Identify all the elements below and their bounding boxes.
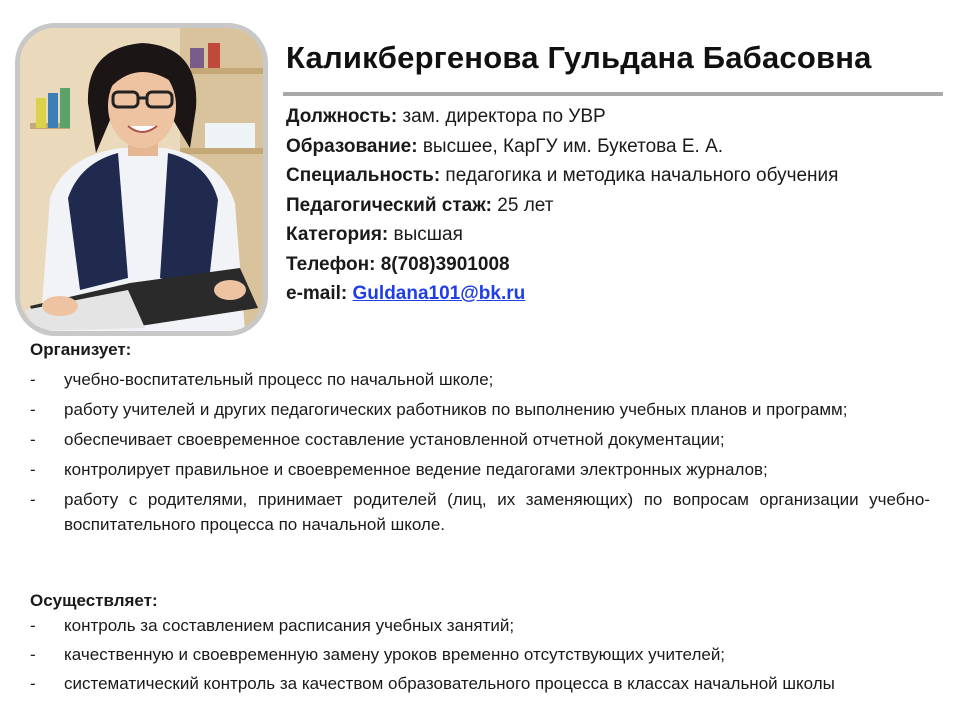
list-item: - обеспечивает своевременное составление установленной отчетной документации; — [30, 427, 930, 452]
profile-photo-image — [20, 28, 263, 331]
education-row — [286, 132, 838, 162]
phone-value: 8(708)3901008 — [380, 253, 510, 275]
experience-label: Педагогический стаж: — [286, 194, 493, 216]
position-label: Должность: — [286, 106, 398, 127]
category-row — [286, 220, 838, 250]
list-item: - систематический контроль за качеством образовательного процесса в классах начальной школы — [30, 671, 930, 696]
experience-value: 25 лет — [492, 194, 554, 216]
carries-out-section — [30, 590, 930, 700]
title-divider — [283, 92, 943, 96]
phone-row — [286, 250, 838, 280]
position-row — [286, 102, 838, 132]
education-label: Образование: — [286, 135, 418, 157]
profile-details — [286, 102, 838, 309]
list-item: - контролирует правильное и своевременное ведение педагогами электронных журналов; — [30, 457, 930, 482]
specialty-row — [286, 161, 838, 191]
organizes-section — [30, 339, 930, 542]
list-item: - работу с родителями, принимает родителей (лиц, их заменяющих) по вопросам организации учебно-воспитательного процесса по начальной школе. — [30, 487, 930, 537]
carries-out-list — [30, 613, 930, 696]
list-item: - работу учителей и других педагогических работников по выполнению учебных планов и программ; — [30, 397, 930, 422]
position-value: зам. директора по УВР — [397, 106, 606, 127]
email-row — [286, 279, 838, 309]
education-value: высшее, КарГУ им. Букетова Е. А. — [417, 135, 724, 157]
list-item: - качественную и своевременную замену уроков временно отсутствующих учителей; — [30, 642, 930, 667]
phone-label: Телефон: — [286, 253, 381, 275]
organizes-heading: Организует: — [30, 340, 132, 359]
specialty-value: педагогика и методика начального обучения — [440, 165, 839, 186]
carries-out-heading: Осуществляет: — [30, 591, 158, 610]
category-value: высшая — [388, 224, 463, 245]
list-item: - контроль за составлением расписания учебных занятий; — [30, 613, 930, 638]
list-item: - учебно-воспитательный процесс по начальной школе; — [30, 367, 930, 392]
email-label: e-mail: — [286, 283, 348, 304]
specialty-label: Специальность: — [286, 165, 441, 186]
organizes-list — [30, 367, 930, 537]
profile-photo — [15, 23, 268, 336]
experience-row — [286, 191, 838, 221]
email-link[interactable]: Guldana101@bk.ru — [352, 283, 526, 304]
profile-name: Каликбергенова Гульдана Бабасовна — [286, 40, 872, 75]
category-label: Категория: — [286, 224, 389, 245]
